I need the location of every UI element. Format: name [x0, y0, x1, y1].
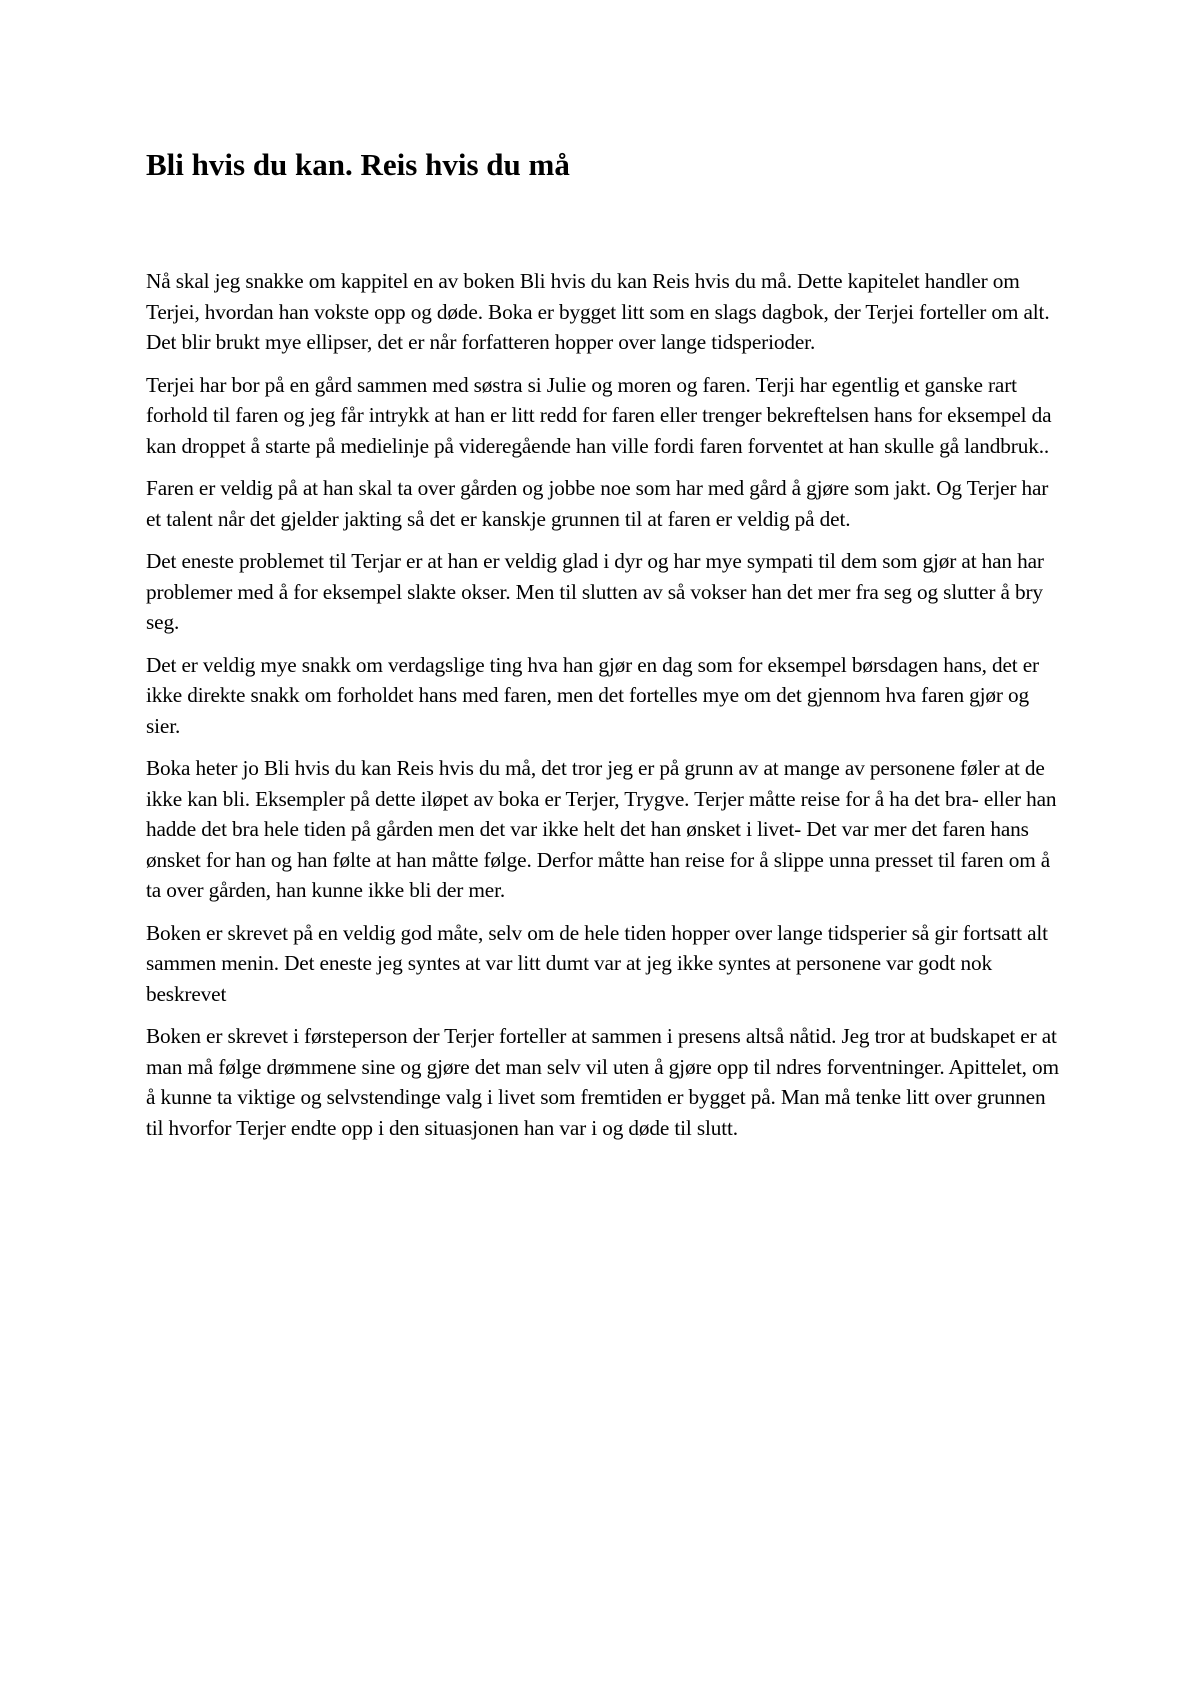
document-title: Bli hvis du kan. Reis hvis du må [146, 147, 570, 182]
paragraph-4: Det eneste problemet til Terjar er at han er veldig glad i dyr og har mye sympati til dem som gjør at han har problemer med å for eksempel slakte okser. Men til slutten av så vokser han det mer fra seg og slutter å bry seg. [146, 549, 1044, 634]
paragraph-5: Det er veldig mye snakk om verdagslige ting hva han gjør en dag som for eksempel børsdagen hans, det er ikke direkte snakk om forholdet hans med faren, men det fortelles mye om det gjennom hva faren gjør og sier. [146, 652, 1039, 738]
document-body [146, 266, 1064, 1155]
paragraph-2: Terjei har bor på en gård sammen med søstra si Julie og moren og faren. Terji har egentlig et ganske rart forhold til faren og jeg får intrykk at han er litt redd for faren eller trenger bekreftelsen hans for eksempel da kan droppet å starte på medielinje på videregående han ville fordi faren forventet at han skulle gå landbruk.. [146, 372, 1052, 458]
paragraph-1: Nå skal jeg snakke om kappitel en av boken Bli hvis du kan Reis hvis du må. Dette kapitelet handler om Terjei, hvordan han vokste opp og døde. Boka er bygget litt som en slags dagbok, der Terjei forteller om alt. Det blir brukt mye ellipser, det er når forfatteren hopper over lange tidsperioder. [146, 269, 1050, 354]
paragraph-3: Faren er veldig på at han skal ta over gården og jobbe noe som har med gård å gjøre som jakt. Og Terjer har et talent når det gjelder jakting så det er kanskje grunnen til at faren er veldig på det. [146, 476, 1049, 531]
paragraph-7: Boken er skrevet på en veldig god måte, selv om de hele tiden hopper over lange tidsperier så gir fortsatt alt sammen menin. Det eneste jeg syntes at var litt dumt var at jeg ikke syntes at personene var godt nok beskrevet [146, 920, 1048, 1006]
paragraph-8: Boken er skrevet i førsteperson der Terjer forteller at sammen i presens altså nåtid. Jeg tror at budskapet er at man må følge drømmene sine og gjøre det man selv vil uten å gjøre opp til ndres forventninger. Apittelet, om å kunne ta viktige og selvstendinge valg i livet som fremtiden er bygget på. Man må tenke litt over grunnen til hvorfor Terjer endte opp i den situasjonen han var i og døde til slutt. [146, 1024, 1059, 1140]
paragraph-6: Boka heter jo Bli hvis du kan Reis hvis du må, det tror jeg er på grunn av at mange av personene føler at de ikke kan bli. Eksempler på dette iløpet av boka er Terjer, Trygve. Terjer måtte reise for å ha det bra- eller han hadde det bra hele tiden på gården men det var ikke helt det han ønsket i livet- Det var mer det faren hans ønsket for han og han følte at han måtte følge. Derfor måtte han reise for å slippe unna presset til faren om å ta over gården, han kunne ikke bli der mer. [146, 756, 1057, 902]
